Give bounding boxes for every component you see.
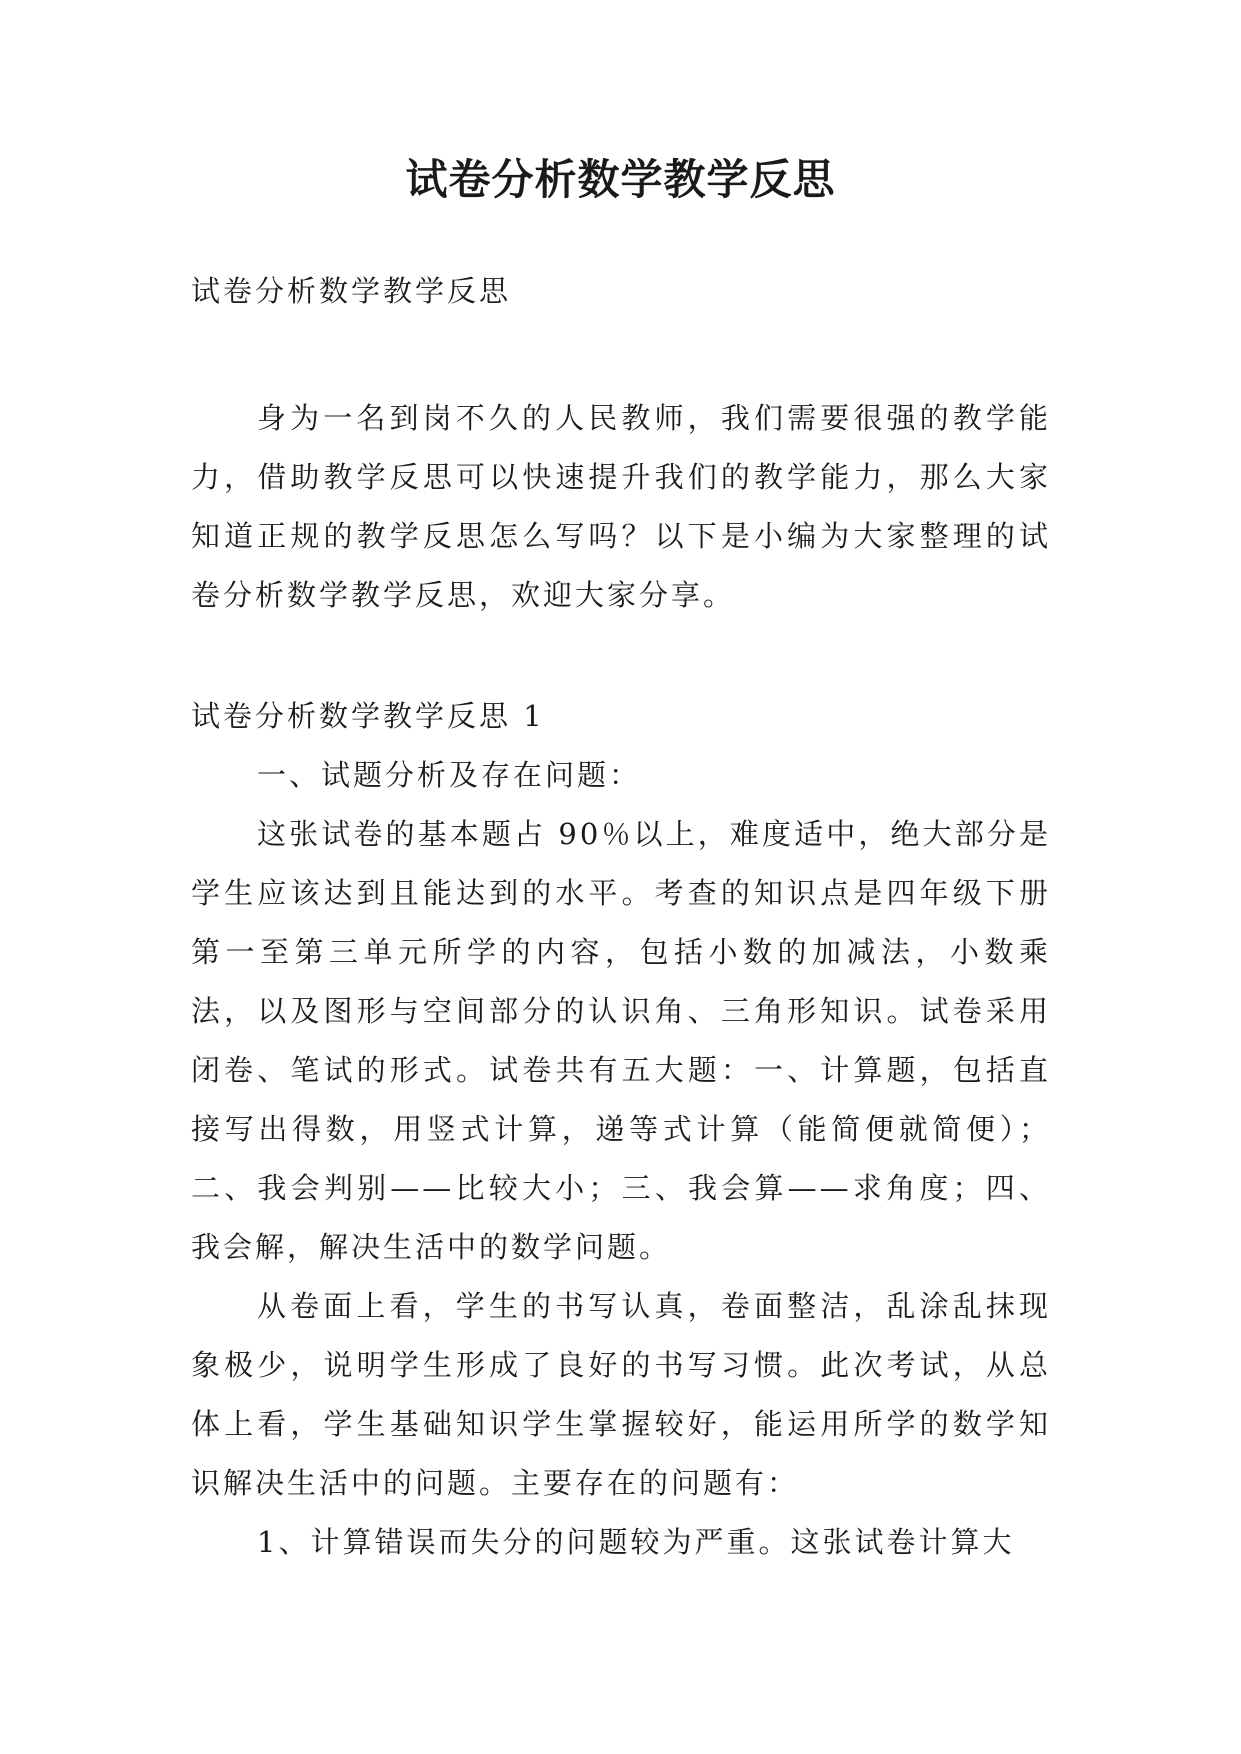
spacer [191, 321, 1051, 389]
document-title: 试卷分析数学教学反思 [405, 155, 836, 204]
subheading: 一、试题分析及存在问题： [257, 758, 642, 792]
spacer [191, 625, 1051, 687]
section-heading: 试卷分析数学教学反思 1 [191, 699, 545, 733]
body-paragraph: 1、计算错误而失分的问题较为严重。这张试卷计算大 [257, 1525, 1015, 1559]
body-paragraph: 从卷面上看，学生的书写认真，卷面整洁，乱涂乱抹现象极少，说明学生形成了良好的书写习惯。此次考试，从总体上看，学生基础知识学生掌握较好，能运用所学的数学知识解决生活中的问题。主要存在的问题有： [191, 1289, 1051, 1500]
intro-paragraph: 身为一名到岗不久的人民教师，我们需要很强的教学能力，借助教学反思可以快速提升我们的教学能力，那么大家知道正规的教学反思怎么写吗？以下是小编为大家整理的试卷分析数学教学反思，欢迎大家分享。 [191, 401, 1051, 612]
document-subtitle: 试卷分析数学教学反思 [191, 274, 512, 308]
document-body [191, 262, 1051, 1572]
body-paragraph: 这张试卷的基本题占 90％以上，难度适中，绝大部分是学生应该达到且能达到的水平。考查的知识点是四年级下册第一至第三单元所学的内容，包括小数的加减法，小数乘法，以及图形与空间部分的认识角、三角形知识。试卷采用闭卷、笔试的形式。试卷共有五大题：一、计算题，包括直接写出得数，用竖式计算，递等式计算（能简便就简便）；二、我会判别——比较大小；三、我会算——求角度；四、我会解，解决生活中的数学问题。 [191, 817, 1051, 1264]
